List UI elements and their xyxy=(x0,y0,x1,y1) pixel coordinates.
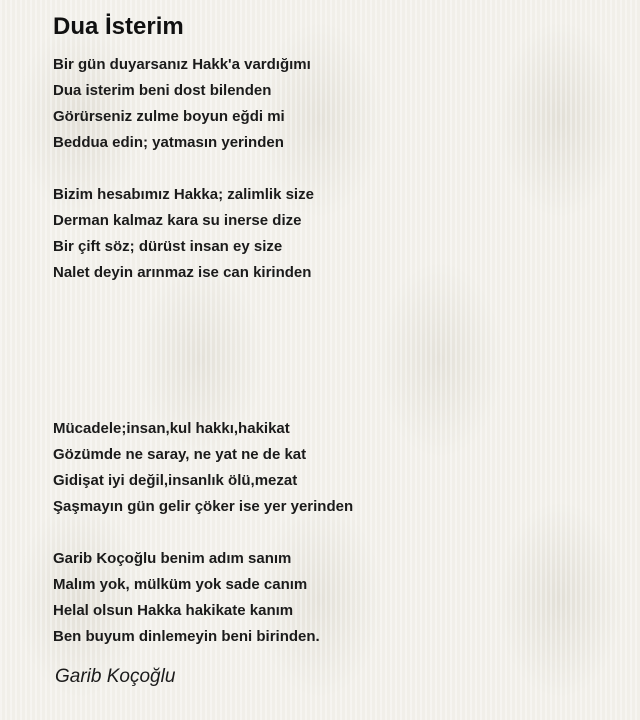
stanza-gap xyxy=(53,286,613,416)
stanza-gap xyxy=(53,520,613,546)
poem-author: Garib Koçoğlu xyxy=(55,666,176,687)
poem-line: Mücadele;insan,kul hakkı,hakikat xyxy=(53,420,290,437)
poem-line: Ben buyum dinlemeyin beni birinden. xyxy=(53,628,320,645)
stanza-3 xyxy=(53,416,613,520)
poem-title: Dua İsterim xyxy=(53,13,184,40)
poem-line: Garib Koçoğlu benim adım sanım xyxy=(53,550,292,567)
poem-line: Bir çift söz; dürüst insan ey size xyxy=(53,238,283,255)
poem-line: Görürseniz zulme boyun eğdi mi xyxy=(53,108,285,125)
poem-line: Nalet deyin arınmaz ise can kirinden xyxy=(53,264,312,281)
poem-line: Helal olsun Hakka hakikate kanım xyxy=(53,602,294,619)
stanza-gap xyxy=(53,156,613,182)
stanza-4 xyxy=(53,546,613,650)
poem-line: Beddua edin; yatmasın yerinden xyxy=(53,134,284,151)
poem-line: Malım yok, mülküm yok sade canım xyxy=(53,576,308,593)
poem-page xyxy=(53,10,613,690)
poem-line: Bir gün duyarsanız Hakk'a vardığımı xyxy=(53,56,311,73)
poem-line: Gidişat iyi değil,insanlık ölü,mezat xyxy=(53,472,298,489)
poem-line: Dua isterim beni dost bilenden xyxy=(53,82,272,99)
poem-line: Şaşmayın gün gelir çöker ise yer yerinden xyxy=(53,498,354,515)
stanza-1 xyxy=(53,52,613,156)
poem-line: Derman kalmaz kara su inerse dize xyxy=(53,212,302,229)
poem-line: Bizim hesabımız Hakka; zalimlik size xyxy=(53,186,314,203)
stanza-2 xyxy=(53,182,613,286)
poem-line: Gözümde ne saray, ne yat ne de kat xyxy=(53,446,307,463)
